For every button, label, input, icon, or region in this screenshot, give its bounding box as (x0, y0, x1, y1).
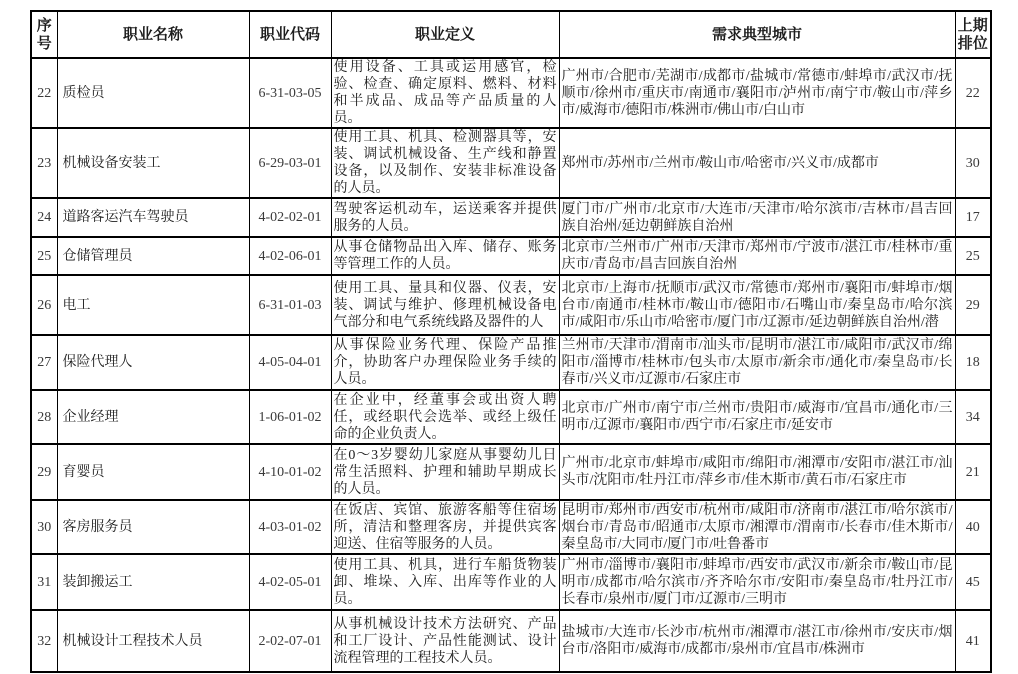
serial-number-cell: 23 (31, 128, 57, 198)
table-row (31, 237, 991, 275)
header-serial-number: 序号 (31, 11, 57, 58)
occupation-name-cell: 仓储管理员 (57, 237, 249, 275)
previous-rank-cell: 34 (955, 390, 991, 444)
occupation-code-cell: 4-10-01-02 (249, 444, 331, 500)
occupation-definition-cell: 从事保险业务代理、保险产品推介，协助客户办理保险业务手续的人员。 (331, 335, 559, 390)
occupation-definition-cell: 从事机械设计技术方法研究、产品和工厂设计、产品性能测试、设计流程管理的工程技术人员。 (331, 610, 559, 672)
previous-rank-cell: 40 (955, 500, 991, 554)
occupation-name-cell: 质检员 (57, 58, 249, 128)
serial-number-cell: 25 (31, 237, 57, 275)
occupation-code-cell: 6-31-03-05 (249, 58, 331, 128)
occupation-code-cell: 4-02-05-01 (249, 554, 331, 610)
previous-rank-cell: 21 (955, 444, 991, 500)
occupation-definition-cell: 在0～3岁婴幼儿家庭从事婴幼儿日常生活照料、护理和辅助早期成长的人员。 (331, 444, 559, 500)
demand-cities-cell: 广州市/北京市/蚌埠市/咸阳市/绵阳市/湘潭市/安阳市/湛江市/汕头市/沈阳市/牡丹江市/萍乡市/佳木斯市/黄石市/石家庄市 (559, 444, 955, 500)
occupation-name-cell: 育婴员 (57, 444, 249, 500)
serial-number-cell: 30 (31, 500, 57, 554)
occupation-code-cell: 4-03-01-02 (249, 500, 331, 554)
table-row (31, 554, 991, 610)
serial-number-cell: 27 (31, 335, 57, 390)
previous-rank-cell: 41 (955, 610, 991, 672)
occupation-name-cell: 保险代理人 (57, 335, 249, 390)
table-header-row (31, 11, 991, 58)
occupation-code-cell: 2-02-07-01 (249, 610, 331, 672)
occupation-name-cell: 机械设备安装工 (57, 128, 249, 198)
occupation-definition-cell: 使用工具、机具、检测器具等，安装、调试机械设备、生产线和静置设备，以及制作、安装非标准设备的人员。 (331, 128, 559, 198)
table-row (31, 335, 991, 390)
occupation-code-cell: 4-05-04-01 (249, 335, 331, 390)
occupation-ranking-table (30, 10, 992, 673)
previous-rank-cell: 45 (955, 554, 991, 610)
occupation-definition-cell: 在饭店、宾馆、旅游客船等住宿场所，清洁和整理客房，并提供宾客迎送、住宿等服务的人员。 (331, 500, 559, 554)
previous-rank-cell: 30 (955, 128, 991, 198)
serial-number-cell: 28 (31, 390, 57, 444)
demand-cities-cell: 广州市/淄博市/襄阳市/蚌埠市/西安市/武汉市/新余市/鞍山市/昆明市/成都市/哈尔滨市/齐齐哈尔市/安阳市/秦皇岛市/牡丹江市/长春市/泉州市/厦门市/辽源市/三明市 (559, 554, 955, 610)
header-demand-cities: 需求典型城市 (559, 11, 955, 58)
table-row (31, 198, 991, 237)
demand-cities-cell: 兰州市/天津市/渭南市/汕头市/昆明市/湛江市/咸阳市/武汉市/绵阳市/淄博市/桂林市/包头市/太原市/新余市/通化市/秦皇岛市/长春市/兴义市/辽源市/石家庄市 (559, 335, 955, 390)
previous-rank-cell: 17 (955, 198, 991, 237)
occupation-definition-cell: 使用工具、机具，进行车船货物装卸、堆垛、入库、出库等作业的人员。 (331, 554, 559, 610)
previous-rank-cell: 29 (955, 275, 991, 335)
serial-number-cell: 22 (31, 58, 57, 128)
previous-rank-cell: 18 (955, 335, 991, 390)
occupation-code-cell: 6-29-03-01 (249, 128, 331, 198)
table-row (31, 58, 991, 128)
occupation-code-cell: 6-31-01-03 (249, 275, 331, 335)
demand-cities-cell: 盐城市/大连市/长沙市/杭州市/湘潭市/湛江市/徐州市/安庆市/烟台市/洛阳市/威海市/成都市/泉州市/宜昌市/株洲市 (559, 610, 955, 672)
occupation-definition-cell: 从事仓储物品出入库、储存、账务等管理工作的人员。 (331, 237, 559, 275)
table-row (31, 610, 991, 672)
demand-cities-cell: 郑州市/苏州市/兰州市/鞍山市/哈密市/兴义市/成都市 (559, 128, 955, 198)
table-row (31, 444, 991, 500)
occupation-name-cell: 道路客运汽车驾驶员 (57, 198, 249, 237)
table-row (31, 500, 991, 554)
header-previous-rank: 上期排位 (955, 11, 991, 58)
occupation-code-cell: 4-02-06-01 (249, 237, 331, 275)
header-occupation-code: 职业代码 (249, 11, 331, 58)
previous-rank-cell: 25 (955, 237, 991, 275)
header-occupation-definition: 职业定义 (331, 11, 559, 58)
serial-number-cell: 32 (31, 610, 57, 672)
demand-cities-cell: 广州市/合肥市/芜湖市/成都市/盐城市/常德市/蚌埠市/武汉市/抚顺市/徐州市/重庆市/南通市/襄阳市/泸州市/南宁市/鞍山市/萍乡市/威海市/德阳市/株洲市/佛山市/白山市 (559, 58, 955, 128)
occupation-name-cell: 客房服务员 (57, 500, 249, 554)
table-row (31, 390, 991, 444)
serial-number-cell: 31 (31, 554, 57, 610)
previous-rank-cell: 22 (955, 58, 991, 128)
occupation-definition-cell: 在企业中，经董事会或出资人聘任，或经职代会选举、或经上级任命的企业负责人。 (331, 390, 559, 444)
demand-cities-cell: 北京市/广州市/南宁市/兰州市/贵阳市/威海市/宜昌市/通化市/三明市/辽源市/襄阳市/西宁市/石家庄市/延安市 (559, 390, 955, 444)
table-row (31, 128, 991, 198)
demand-cities-cell: 昆明市/郑州市/西安市/杭州市/咸阳市/济南市/湛江市/哈尔滨市/烟台市/青岛市/昭通市/太原市/湘潭市/渭南市/长春市/佳木斯市/秦皇岛市/大同市/厦门市/吐鲁番市 (559, 500, 955, 554)
occupation-definition-cell: 使用工具、量具和仪器、仪表，安装、调试与维护、修理机械设备电气部分和电气系统线路及器件的人 (331, 275, 559, 335)
occupation-name-cell: 机械设计工程技术人员 (57, 610, 249, 672)
demand-cities-cell: 北京市/上海市/抚顺市/武汉市/常德市/郑州市/襄阳市/蚌埠市/烟台市/南通市/桂林市/鞍山市/德阳市/石嘴山市/秦皇岛市/哈尔滨市/咸阳市/乐山市/哈密市/厦门市/辽源市/延边朝鲜族自治州/潜 (559, 275, 955, 335)
header-occupation-name: 职业名称 (57, 11, 249, 58)
serial-number-cell: 29 (31, 444, 57, 500)
serial-number-cell: 26 (31, 275, 57, 335)
demand-cities-cell: 北京市/兰州市/广州市/天津市/郑州市/宁波市/湛江市/桂林市/重庆市/青岛市/昌吉回族自治州 (559, 237, 955, 275)
occupation-name-cell: 电工 (57, 275, 249, 335)
occupation-definition-cell: 使用设备、工具或运用感官，检验、检查、确定原料、燃料、材料和半成品、成品等产品质量的人员。 (331, 58, 559, 128)
occupation-code-cell: 4-02-02-01 (249, 198, 331, 237)
occupation-name-cell: 企业经理 (57, 390, 249, 444)
occupation-name-cell: 装卸搬运工 (57, 554, 249, 610)
demand-cities-cell: 厦门市/广州市/北京市/大连市/天津市/哈尔滨市/吉林市/昌吉回族自治州/延边朝鲜族自治州 (559, 198, 955, 237)
occupation-code-cell: 1-06-01-02 (249, 390, 331, 444)
table-row (31, 275, 991, 335)
occupation-definition-cell: 驾驶客运机动车，运送乘客并提供服务的人员。 (331, 198, 559, 237)
serial-number-cell: 24 (31, 198, 57, 237)
